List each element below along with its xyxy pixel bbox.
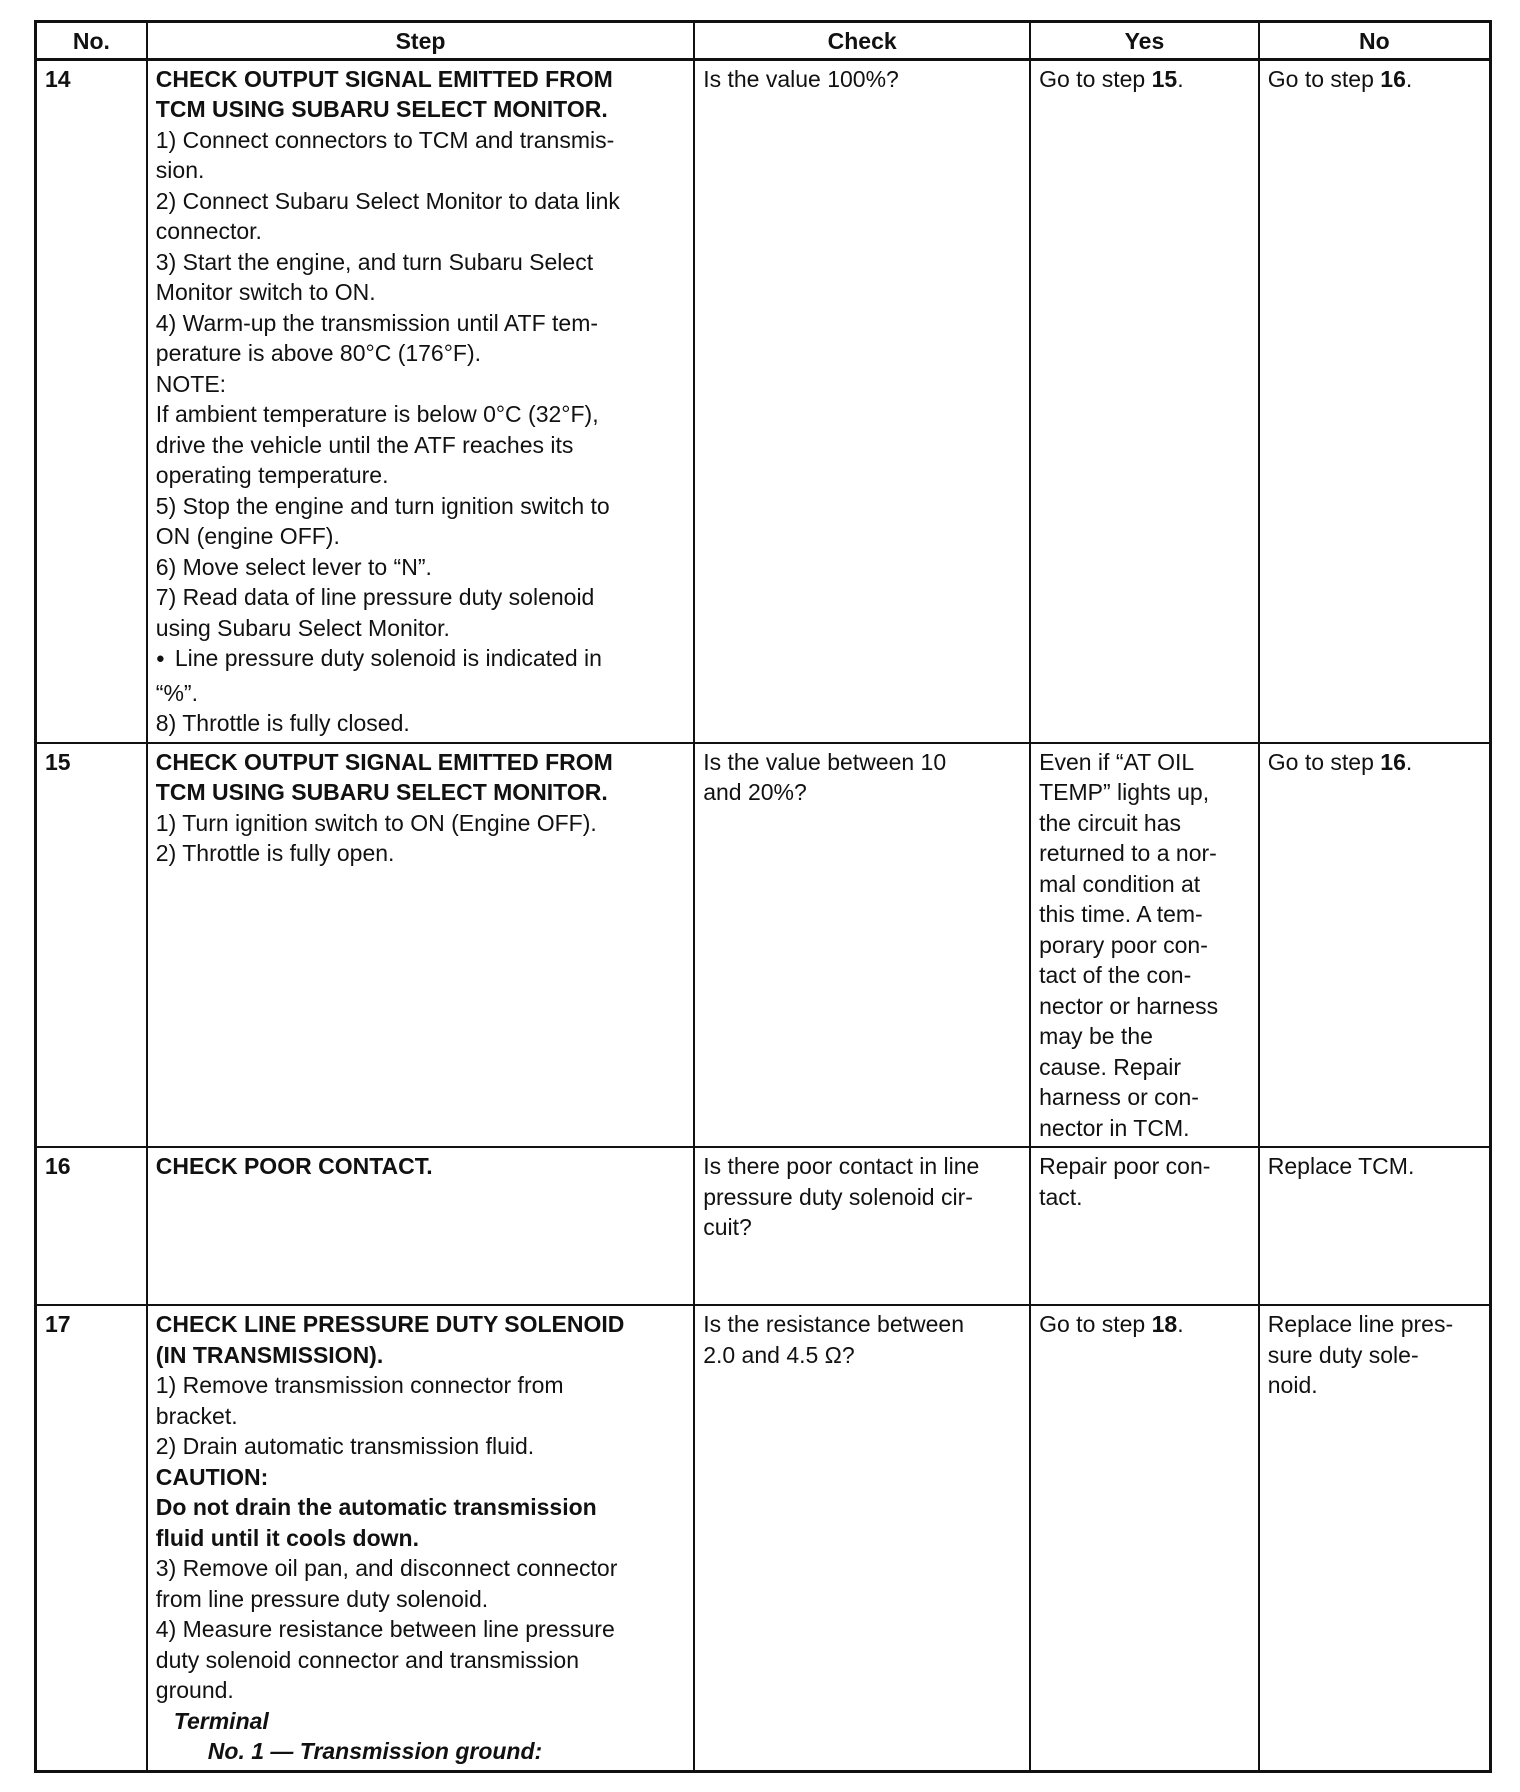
yes-line: cause. Repair — [1039, 1053, 1182, 1080]
check-cell — [694, 1147, 1030, 1305]
yes-line: TEMP” lights up, — [1039, 779, 1210, 805]
step-line: 4) Warm-up the transmission until ATF tem- — [155, 309, 599, 336]
step-line: 3) Remove oil pan, and disconnect connector — [155, 1555, 618, 1581]
terminal-label: Terminal — [173, 1707, 269, 1734]
table-row — [36, 1147, 1491, 1305]
yes-step-ref: 18 — [1151, 1311, 1178, 1337]
no-suffix: . — [1405, 65, 1413, 92]
bullet-icon — [156, 645, 175, 671]
note-line: drive the vehicle until the ATF reaches its — [155, 431, 574, 458]
step-line: perature is above 80°C (176°F). — [155, 340, 482, 366]
step-title-line: (IN TRANSMISSION). — [155, 1341, 384, 1368]
header-no: No. — [36, 22, 147, 60]
step-line: 4) Measure resistance between line pressure — [155, 1616, 615, 1642]
step-title-line: TCM USING SUBARU SELECT MONITOR. — [155, 779, 608, 805]
table-row — [36, 743, 1491, 1148]
step-line: ground. — [155, 1677, 234, 1703]
yes-line: Even if “AT OIL — [1039, 748, 1195, 775]
step-number: 15 — [36, 743, 147, 1148]
yes-cell — [1030, 1147, 1259, 1305]
yes-cell — [1030, 59, 1259, 743]
yes-line: tact of the con- — [1039, 962, 1192, 988]
caution-label: CAUTION: — [155, 1463, 269, 1490]
step-cell — [147, 743, 694, 1148]
step-line: 2) Throttle is fully open. — [155, 840, 395, 866]
note-line: operating temperature. — [155, 462, 389, 488]
yes-line: may be the — [1039, 1023, 1153, 1049]
step-title-line: CHECK POOR CONTACT. — [155, 1153, 433, 1179]
no-line: sure duty sole- — [1267, 1341, 1419, 1368]
step-line: 2) Drain automatic transmission fluid. — [155, 1433, 535, 1459]
note-label: NOTE: — [155, 370, 227, 397]
step-line: 1) Turn ignition switch to ON (Engine OFF). — [155, 809, 597, 836]
step-line: 6) Move select lever to “N”. — [155, 553, 432, 580]
no-line: Replace TCM. — [1267, 1153, 1415, 1179]
step-line: from line pressure duty solenoid. — [155, 1585, 489, 1612]
no-cell — [1259, 1305, 1491, 1771]
step-line: sion. — [155, 157, 205, 183]
step-line: 7) Read data of line pressure duty solenoid — [155, 584, 595, 610]
step-line: 1) Connect connectors to TCM and transmis- — [155, 126, 615, 153]
step-line: connector. — [155, 218, 262, 244]
step-line: ON (engine OFF). — [155, 523, 340, 549]
step-number: 14 — [36, 59, 147, 743]
check-line: 2.0 and 4.5 Ω? — [703, 1341, 855, 1368]
yes-line: nector or harness — [1039, 992, 1219, 1019]
no-suffix: . — [1405, 748, 1413, 775]
caution-line: fluid until it cools down. — [155, 1524, 419, 1551]
no-cell — [1259, 59, 1491, 743]
yes-line: mal condition at — [1039, 870, 1201, 897]
yes-line: porary poor con- — [1039, 931, 1208, 958]
no-prefix: Go to step — [1267, 748, 1381, 775]
no-step-ref: 16 — [1380, 65, 1406, 92]
check-cell — [694, 59, 1030, 743]
note-line: If ambient temperature is below 0°C (32°F), — [155, 401, 599, 427]
step-title-line: CHECK OUTPUT SIGNAL EMITTED FROM — [155, 748, 613, 775]
step-line: bracket. — [155, 1402, 238, 1429]
diagnostic-procedure-sheet — [34, 20, 1492, 1773]
step-number: 17 — [36, 1305, 147, 1771]
yes-cell — [1030, 743, 1259, 1148]
bullet-line — [156, 643, 685, 678]
caution-line: Do not drain the automatic transmission — [155, 1494, 597, 1520]
header-yes: Yes — [1030, 22, 1259, 60]
step-title-line: CHECK OUTPUT SIGNAL EMITTED FROM — [155, 65, 613, 92]
no-step-ref: 16 — [1380, 748, 1406, 775]
check-line: Is the value 100%? — [703, 65, 899, 92]
no-prefix: Go to step — [1267, 65, 1381, 92]
yes-line: the circuit has — [1039, 809, 1182, 836]
step-line: Monitor switch to ON. — [155, 279, 376, 305]
yes-step-ref: 15 — [1151, 65, 1178, 92]
no-cell — [1259, 743, 1491, 1148]
check-line: Is the resistance between — [703, 1311, 965, 1337]
no-line: noid. — [1267, 1372, 1318, 1398]
step-title-line: TCM USING SUBARU SELECT MONITOR. — [155, 96, 608, 122]
check-cell — [694, 743, 1030, 1148]
check-line: Is there poor contact in line — [703, 1153, 980, 1179]
no-cell — [1259, 1147, 1491, 1305]
check-line: pressure duty solenoid cir- — [703, 1183, 973, 1210]
check-cell — [694, 1305, 1030, 1771]
step-cell — [147, 59, 694, 743]
step-line: 3) Start the engine, and turn Subaru Select — [155, 248, 594, 275]
bullet-text: Line pressure duty solenoid is indicated in — [174, 645, 602, 671]
diagnostic-table — [34, 20, 1492, 1773]
yes-suffix: . — [1177, 65, 1184, 92]
header-no-result: No — [1259, 22, 1491, 60]
yes-line: nector in TCM. — [1039, 1114, 1190, 1141]
table-row — [36, 59, 1491, 743]
no-line: Replace line pres- — [1267, 1311, 1454, 1337]
yes-suffix: . — [1177, 1311, 1184, 1337]
header-check: Check — [694, 22, 1030, 60]
step-line: 5) Stop the engine and turn ignition switch to — [155, 492, 610, 519]
step-cell — [147, 1147, 694, 1305]
table-row — [36, 1305, 1491, 1771]
check-line: Is the value between 10 — [703, 748, 947, 775]
yes-prefix: Go to step — [1039, 1311, 1152, 1337]
step-line: 1) Remove transmission connector from — [155, 1372, 564, 1398]
step-line: “%”. — [155, 679, 198, 706]
yes-line: harness or con- — [1039, 1084, 1199, 1110]
step-line: 8) Throttle is fully closed. — [155, 710, 410, 736]
yes-line: returned to a nor- — [1039, 840, 1217, 866]
terminal-value: No. 1 — Transmission ground: — [207, 1738, 543, 1764]
header-step: Step — [147, 22, 694, 60]
yes-prefix: Go to step — [1039, 65, 1152, 92]
table-header-row — [36, 22, 1491, 60]
step-line: duty solenoid connector and transmission — [155, 1646, 579, 1673]
yes-cell — [1030, 1305, 1259, 1771]
yes-line: Repair poor con- — [1039, 1153, 1211, 1179]
step-number: 16 — [36, 1147, 147, 1305]
check-line: and 20%? — [703, 779, 807, 805]
yes-line: tact. — [1039, 1183, 1083, 1210]
yes-line: this time. A tem- — [1039, 901, 1203, 927]
step-title-line: CHECK LINE PRESSURE DUTY SOLENOID — [155, 1311, 625, 1337]
step-cell — [147, 1305, 694, 1771]
step-line: using Subaru Select Monitor. — [155, 614, 450, 641]
check-line: cuit? — [703, 1214, 752, 1240]
step-line: 2) Connect Subaru Select Monitor to data link — [155, 187, 620, 214]
